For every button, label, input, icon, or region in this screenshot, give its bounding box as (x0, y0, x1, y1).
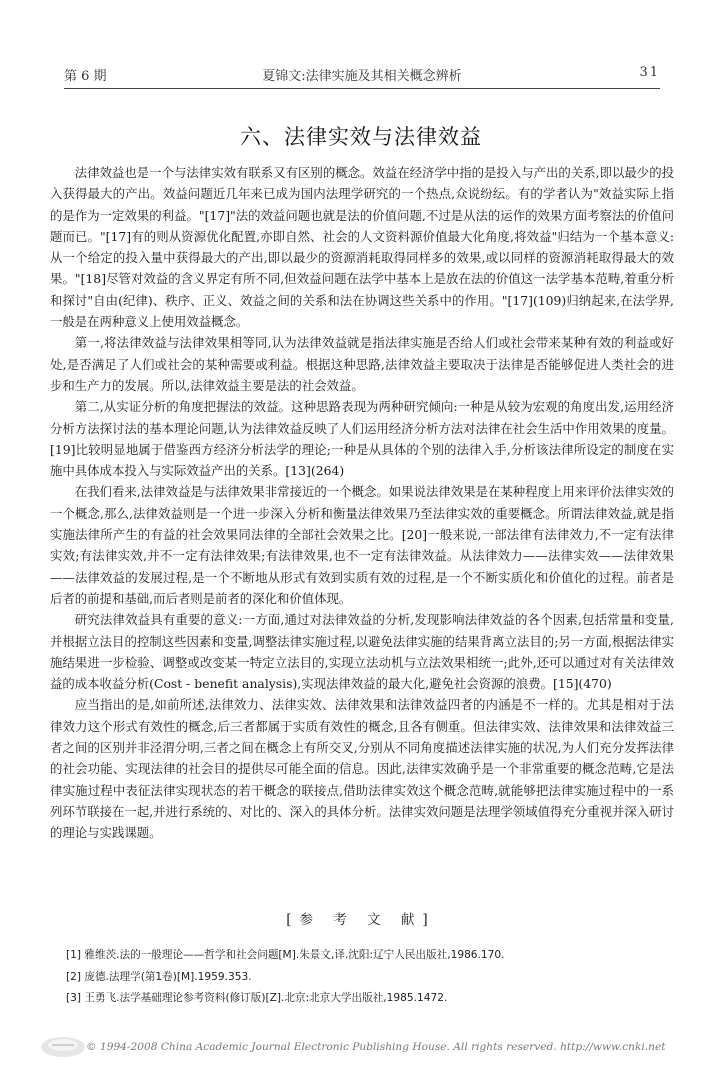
header-rule (64, 88, 660, 89)
article-body (50, 162, 674, 844)
section-title: 六、法律实效与法律效益 (240, 125, 482, 149)
running-header (64, 59, 660, 85)
page-number: 31 (639, 65, 660, 80)
page-footer (0, 1028, 722, 1071)
paragraph: 第二,从实证分析的角度把握法的效益。这种思路表现为两种研究倾向:一种是从较为宏观的角度出发,运用经济分析方法探讨法的基本理论问题,认为法律效益反映了人们运用经济分析方法对法律在社会生活中作用效果的度量。[19]比较明显地属于借鉴西方经济分析法学的理论;一种是从具体的个别的法律入手,分析该法律所设定的制度在实施中具体成本投入与实际效益产出的关系。[13](264) (50, 399, 674, 479)
running-title: 夏锦文:法律实施及其相关概念辨析 (262, 69, 462, 84)
reference-list (66, 945, 666, 1010)
reference-item: [3] 王勇飞.法学基础理论参考资料(修订版)[Z].北京:北京大学出版社,1985.1472. (66, 992, 448, 1005)
paragraph: 应当指出的是,如前所述,法律效力、法律实效、法律效果和法律效益四者的内涵是不一样的。尤其是相对于法律效力这个形式有效性的概念,后三者都属于实质有效性的概念,且各有侧重。但法律实效、法律效果和法律效益三者之间的区别并非泾渭分明,三者之间在概念上有所交叉,分别从不同角度描述法律实施的状况,为人们充分发挥法律的社会功能、实现法律的社会目的提供尽可能全面的信息。因此,法律实效确乎是一个非常重要的概念范畴,它是法律实施过程中表征法律实现状态的若干概念的联接点,借助法律实效这个概念范畴,就能够把法律实施过程中的一系列环节联接在一起,并进行系统的、对比的、深入的具体分析。法律实效问题是法理学领域值得充分重视并深入研讨的理论与实践课题。 (50, 697, 674, 841)
references-heading: [参 考 文 献] (286, 912, 436, 928)
paragraph: 研究法律效益具有重要的意义:一方面,通过对法律效益的分析,发现影响法律效益的各个因素,包括常量和变量,并根据立法目的控制这些因素和变量,调整法律实施过程,以避免法律实施的结果背离立法目的;另一方面,根据法律实施结果进一步检验、调整或改变某一特定立法目的,实现立法动机与立法效果相统一;此外,还可以通过对有关法律效益的成本收益分析(Cost - benefit analysis),实现法律效益的最大化,避免社会资源的浪费。[15](470) (50, 612, 674, 692)
paragraph: 法律效益也是一个与法律实效有联系又有区别的概念。效益在经济学中指的是投入与产出的关系,即以最少的投入获得最大的产出。效益问题近几年来已成为国内法理学研究的一个热点,众说纷纭。有的学者认为"效益实际上指的是作为一定效果的利益。"[17]"法的效益问题也就是法的价值问题,不过是从法的运作的效果方面考察法的价值问题而已。"[17]有的则从资源优化配置,亦即自然、社会的人文资料源价值最大化角度,将效益"归结为一个基本意义:从一个给定的投入量中获得最大的产出,即以最少的资源消耗取得同样多的效果,或以同样的资源消耗取得最大的效果。"[18]尽管对效益的含义界定有所不同,但效益问题在法学中基本上是放在法的价值这一法学基本范畴,着重分析和探讨"自由(纪律)、秩序、正义、效益之间的关系和法在协调这些关系中的作用。"[17](109)归纳起来,在法学界,一般是在两种意义上使用效益概念。 (50, 165, 674, 330)
publisher-logo-icon (38, 1030, 88, 1060)
reference-item: [1] 雅维茨.法的一般理论——哲学和社会问题[M].朱景文,译.沈阳:辽宁人民出版社,1986.170. (66, 949, 505, 961)
paragraph: 第一,将法律效益与法律效果相等同,认为法律效益就是指法律实施是否给人们或社会带来某种有效的利益或好处,是否满足了人们或社会的某种需要或利益。根据这种思路,法律效益主要取决于法律是否能够促进人类社会的进步和生产力的发展。所以,法律效益主要是法的社会效益。 (50, 335, 674, 393)
paragraph: 在我们看来,法律效益是与法律效果非常接近的一个概念。如果说法律效果是在某种程度上用来评价法律实效的一个概念,那么,法律效益则是一个进一步深入分析和衡量法律效果乃至法律实效的重要概念。所谓法律效益,就是指实施法律所产生的有益的社会效果同法律的全部社会效果之比。[20]一般来说,一部法律有法律效力,不一定有法律实效;有法律实效,并不一定有法律效果;有法律效果,也不一定有法律效益。从法律效力——法律实效——法律效果——法律效益的发展过程,是一个不断地从形式有效到实质有效的过程,是一个不断实质化和价值化的过程。前者是后者的前提和基础,而后者则是前者的深化和价值体现。 (50, 484, 674, 606)
issue-number: 第 6 期 (64, 69, 107, 84)
reference-item: [2] 庞德.法理学(第1卷)[M].1959.353. (66, 970, 252, 983)
copyright-notice: © 1994-2008 China Academic Journal Electronic Publishing House. All rights reserved. http://www.cnki.net (86, 1041, 666, 1053)
